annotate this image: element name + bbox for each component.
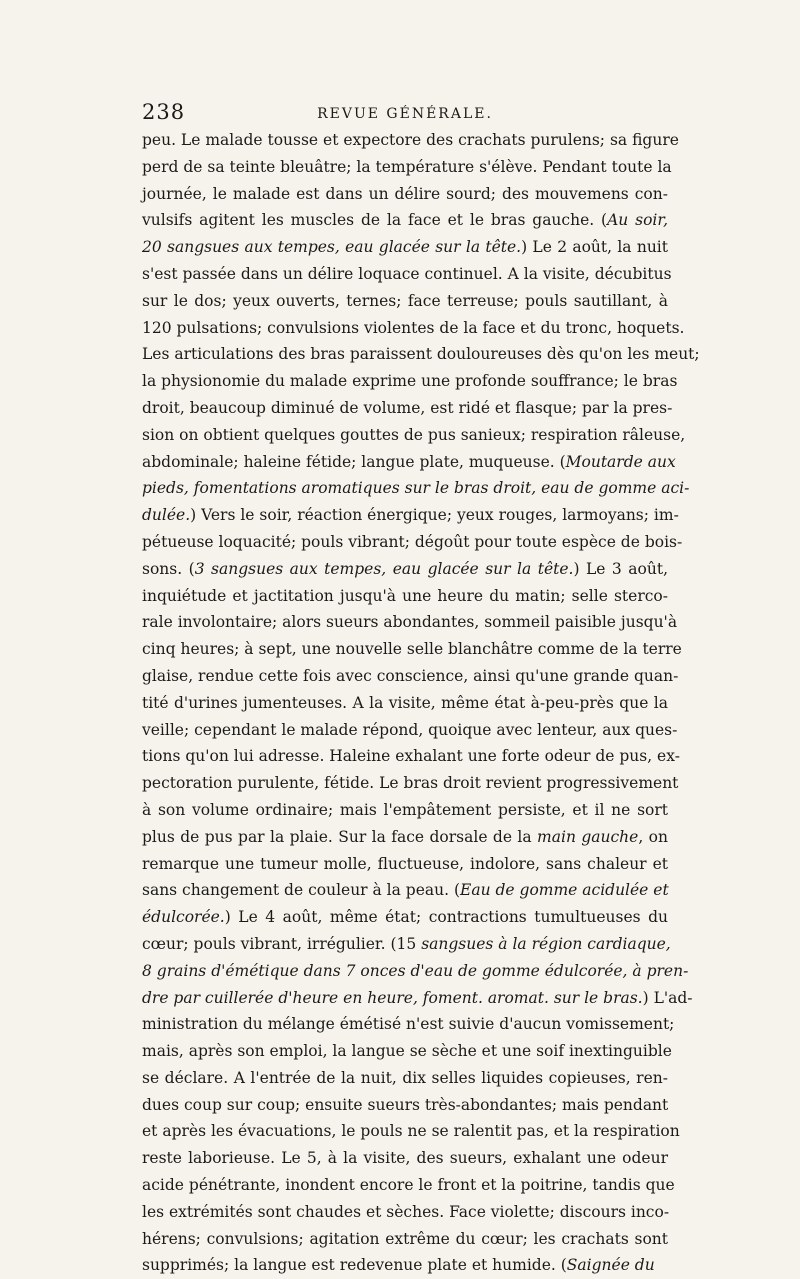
text-line (142, 1011, 675, 1038)
text-segment: inquiétude et jactitation jusqu'à une heure du matin; selle sterco- (142, 586, 668, 605)
italic-segment: grains d'émétique dans 7 onces d'eau de gomme édulcorée, à pren- (156, 961, 689, 980)
text-segment: sons. ( (142, 559, 195, 578)
text-line (142, 1065, 668, 1092)
text-segment: plus de pus par la plaie. Sur la face dorsale de la (142, 827, 538, 846)
page-header (142, 100, 668, 130)
italic-segment: édulcorée. (142, 908, 225, 927)
text-segment: cinq heures; à sept, une nouvelle selle blanchâtre comme de la terre (142, 640, 682, 659)
text-line (142, 851, 668, 878)
text-line (142, 1118, 680, 1145)
italic-segment: 3 sangsues aux tempes, eau glacée sur la tête. (194, 559, 574, 578)
text-line (142, 127, 679, 154)
text-line (142, 1172, 675, 1199)
text-line (142, 636, 682, 663)
text-segment: sur le dos; yeux ouverts, ternes; face terreuse; pouls sautillant, à (142, 291, 668, 310)
text-segment: cœur; pouls vibrant, irrégulier. (15 (142, 934, 422, 953)
text-segment: supprimés; la langue est redevenue plate et humide. ( (142, 1256, 567, 1275)
text-segment: ) L'ad- (642, 988, 693, 1007)
text-segment: pétueuse loquacité; pouls vibrant; dégoût pour toute espèce de bois- (142, 532, 683, 551)
text-line (142, 315, 685, 342)
text-segment: ) Le 4 août, même état; contractions tumultueuses du (224, 908, 668, 927)
text-segment: mais, après son emploi, la langue se sèche et une soif inextinguible (142, 1042, 672, 1061)
text-segment: , on (638, 827, 668, 846)
text-segment: glaise, rendue cette fois avec conscience, ainsi qu'une grande quan- (142, 666, 679, 685)
text-line (142, 449, 676, 476)
text-segment: ) Le 2 août, la nuit (521, 238, 668, 257)
text-segment: sion on obtient quelques gouttes de pus sanieux; respiration râleuse, (142, 425, 686, 444)
italic-segment: 20 (142, 238, 168, 257)
text-line (142, 154, 672, 181)
italic-segment: sangsues à la région cardiaque, (421, 934, 671, 953)
text-segment: ) Le 3 août, (573, 559, 668, 578)
text-line (142, 234, 668, 261)
text-segment: ) Vers le soir, réaction énergique; yeux rouges, larmoyans; im- (190, 506, 679, 525)
text-line (142, 743, 680, 770)
text-segment: abdominale; haleine fétide; langue plate, muqueuse. ( (142, 452, 566, 471)
text-segment: journée, le malade est dans un délire sourd; des mouvemens con- (142, 184, 668, 203)
text-line (142, 931, 671, 958)
text-line (142, 1092, 668, 1119)
text-line (142, 1252, 668, 1279)
text-segment: les extrémités sont chaudes et sèches. Face violette; discours inco- (142, 1202, 670, 1221)
text-line (142, 1038, 672, 1065)
text-segment: hérens; convulsions; agitation extrême du cœur; les crachats sont (142, 1229, 668, 1248)
text-segment: sans changement de couleur à la peau. ( (142, 881, 461, 900)
text-segment: tité d'urines jumenteuses. A la visite, même état à-peu-près que la (142, 693, 668, 712)
text-line (142, 529, 683, 556)
body-text (142, 127, 700, 1279)
text-segment: à son volume ordinaire; mais l'empâtement persiste, et il ne sort (142, 800, 668, 819)
text-segment: se déclare. A l'entrée de la nuit, dix selles liquides copieuses, ren- (142, 1068, 668, 1087)
text-line (142, 502, 679, 529)
text-line (142, 824, 668, 851)
italic-segment: 8 (142, 961, 157, 980)
text-line (142, 341, 700, 368)
text-line (142, 663, 679, 690)
text-segment: 120 pulsations; convulsions violentes de la face et du tronc, hoquets. (142, 318, 685, 337)
text-segment: veille; cependant le malade répond, quoique avec lenteur, aux ques- (142, 720, 678, 739)
text-line (142, 904, 668, 931)
text-line (142, 1226, 668, 1253)
text-line (142, 877, 668, 904)
italic-segment: sangsues aux tempes, eau glacée sur la tête. (167, 238, 522, 257)
text-segment: reste laborieuse. Le 5, à la visite, des sueurs, exhalant une odeur (142, 1149, 668, 1168)
text-segment: rale involontaire; alors sueurs abondantes, sommeil paisible jusqu'à (142, 613, 678, 632)
text-segment: remarque une tumeur molle, fluctueuse, indolore, sans chaleur et (142, 854, 668, 873)
text-line (142, 583, 668, 610)
text-segment: peu. Le malade tousse et expectore des crachats purulens; sa figure (142, 131, 679, 149)
italic-segment: Eau de gomme acidulée et (460, 881, 669, 900)
text-line (142, 985, 693, 1012)
text-line (142, 609, 678, 636)
text-line (142, 261, 672, 288)
text-segment: droit, beaucoup diminué de volume, est ridé et flasque; par la pres- (142, 398, 673, 417)
italic-segment: main gauche (537, 827, 639, 846)
text-line (142, 958, 689, 985)
text-line (142, 717, 678, 744)
text-segment: perd de sa teinte bleuâtre; la température s'élève. Pendant toute la (142, 157, 672, 176)
text-line (142, 475, 690, 502)
text-line (142, 422, 686, 449)
text-line (142, 181, 668, 208)
page-number: 238 (142, 100, 186, 124)
italic-segment: Saignée du (566, 1256, 655, 1275)
text-segment: Les articulations des bras paraissent douloureuses dès qu'on les meut; (142, 345, 700, 364)
text-line (142, 556, 668, 583)
italic-segment: Moutarde aux (565, 452, 676, 471)
text-segment: la physionomie du malade exprime une profonde souffrance; le bras (142, 372, 678, 391)
text-segment: pectoration purulente, fétide. Le bras droit revient progressivement (142, 774, 679, 793)
text-line (142, 368, 678, 395)
italic-segment: Au soir, (607, 211, 669, 230)
italic-segment: dulée. (142, 506, 191, 525)
text-line (142, 1145, 668, 1172)
text-line (142, 288, 668, 315)
text-segment: vulsifs agitent les muscles de la face et le bras gauche. ( (142, 211, 608, 230)
text-line (142, 797, 668, 824)
text-line (142, 395, 673, 422)
italic-segment: dre par cuillerée d'heure en heure, foment. aromat. sur le bras. (142, 988, 643, 1007)
text-line (142, 770, 679, 797)
text-segment: tions qu'on lui adresse. Haleine exhalant une forte odeur de pus, ex- (142, 747, 680, 766)
running-head: REVUE GÉNÉRALE. (317, 106, 493, 122)
text-line (142, 690, 668, 717)
text-segment: et après les évacuations, le pouls ne se ralentit pas, et la respiration (142, 1122, 680, 1141)
text-line (142, 207, 668, 234)
text-segment: s'est passée dans un délire loquace continuel. A la visite, décubitus (142, 264, 672, 283)
text-segment: ministration du mélange émétisé n'est suivie d'aucun vomissement; (142, 1015, 675, 1034)
text-segment: acide pénétrante, inondent encore le front et la poitrine, tandis que (142, 1176, 675, 1195)
text-segment: dues coup sur coup; ensuite sueurs très-abondantes; mais pendant (142, 1095, 669, 1114)
italic-segment: pieds, fomentations aromatiques sur le bras droit, eau de gomme aci- (142, 479, 690, 498)
text-line (142, 1199, 668, 1226)
